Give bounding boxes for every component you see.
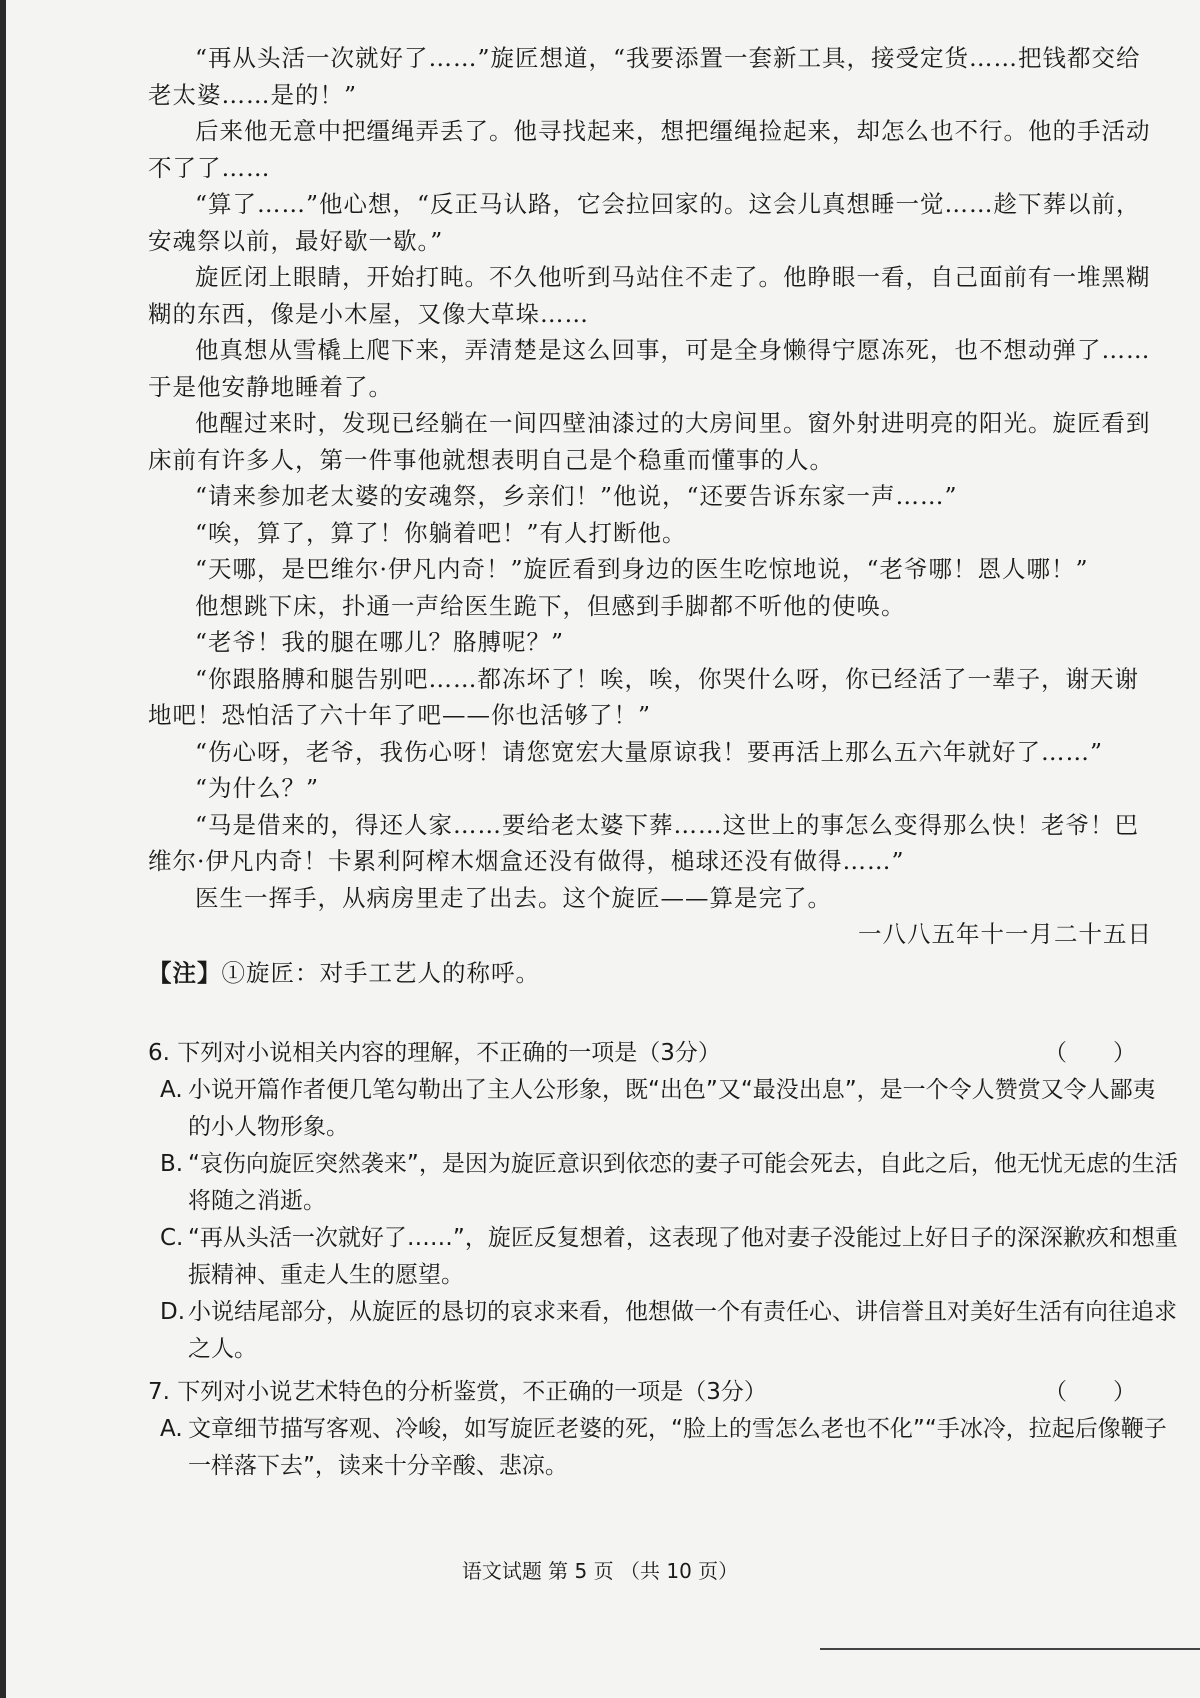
page-edge-shadow — [0, 0, 6, 1698]
option-text: 小说结尾部分，从旋匠的恳切的哀求来看，他想做一个有责任心、讲信誉且对美好生活有向往追求之人。 — [188, 1299, 1177, 1362]
story-date: 一八八五年十一月二十五日 — [858, 920, 1152, 948]
option-letter: A. — [160, 1077, 183, 1103]
question-6 — [148, 1035, 1178, 1368]
option-a — [148, 1411, 1178, 1485]
story-paragraph: 他想跳下床，扑通一声给医生跪下，但感到手脚都不听他的使唤。 — [195, 591, 906, 620]
page-footer: 语文试题 第 5 页 （共 10 页） — [461, 1559, 739, 1583]
story-paragraph: “算了……”他心想，“反正马认路，它会拉回家的。这会儿真想睡一觉……趁下葬以前，安魂祭以前，最好歇一歇。” — [148, 190, 1141, 255]
option-a — [148, 1072, 1178, 1146]
option-letter: D. — [160, 1299, 186, 1325]
story-paragraph: “天哪，是巴维尔·伊凡内奇！”旋匠看到身边的医生吃惊地说，“老爷哪！恩人哪！” — [195, 555, 1089, 583]
footnote-label: 【注】 — [148, 958, 222, 987]
option-text: 文章细节描写客观、冷峻，如写旋匠老婆的死，“脸上的雪怎么老也不化”“手冰冷，拉起后像鞭子一样落下去”，读来十分辛酸、悲凉。 — [188, 1416, 1167, 1479]
option-text: 小说开篇作者便几笔勾勒出了主人公形象，既“出色”又“最没出息”，是一个令人赞赏又令人鄙夷的小人物形象。 — [188, 1077, 1156, 1140]
question-7 — [148, 1374, 1178, 1485]
footnote — [148, 955, 1160, 992]
story-paragraph: “你跟胳膊和腿告别吧……都冻坏了！唉，唉，你哭什么呀，你已经活了一辈子，谢天谢地吧！恐怕活了六十年了吧——你也活够了！” — [148, 664, 1140, 729]
story-paragraph: “伤心呀，老爷，我伤心呀！请您宽宏大量原谅我！要再活上那么五六年就好了……” — [195, 737, 1104, 766]
story-paragraph: 后来他无意中把缰绳弄丢了。他寻找起来，想把缰绳捡起来，却怎么也不行。他的手活动不了了…… — [148, 117, 1151, 182]
answer-blank: （ ） — [1044, 1040, 1136, 1066]
story-paragraph: 旋匠闭上眼睛，开始打盹。不久他听到马站住不走了。他睁眼一看，自己面前有一堆黑糊糊的东西，像是小木屋，又像大草垛…… — [148, 263, 1151, 328]
option-d — [148, 1294, 1178, 1368]
question-stem — [148, 1035, 1178, 1072]
story-paragraph: 他醒过来时，发现已经躺在一间四壁油漆过的大房间里。窗外射进明亮的阳光。旋匠看到床前有许多人，第一件事他就想表明自己是个稳重而懂事的人。 — [148, 409, 1151, 474]
question-stem-text: 6. 下列对小说相关内容的理解，不正确的一项是（3分） — [148, 1040, 721, 1066]
question-stem-text: 7. 下列对小说艺术特色的分析鉴赏，不正确的一项是（3分） — [148, 1379, 767, 1405]
option-b — [148, 1146, 1178, 1220]
answer-blank: （ ） — [1044, 1379, 1136, 1405]
option-text: “哀伤向旋匠突然袭来”，是因为旋匠意识到依恋的妻子可能会死去，自此之后，他无忧无虑的生活将随之消逝。 — [188, 1151, 1178, 1214]
story-paragraph: “老爷！我的腿在哪儿？胳膊呢？” — [195, 628, 565, 656]
story-paragraph: “马是借来的，得还人家……要给老太婆下葬……这世上的事怎么变得那么快！老爷！巴维尔·伊凡内奇！卡累利阿榨木烟盒还没有做得，槌球还没有做得……” — [148, 810, 1140, 875]
bottom-divider — [820, 1648, 1200, 1650]
story-text — [148, 40, 1160, 991]
story-paragraph: “请来参加老太婆的安魂祭，乡亲们！”他说，“还要告诉东家一声……” — [195, 482, 958, 510]
option-letter: A. — [160, 1416, 183, 1442]
story-paragraph: “为什么？” — [195, 774, 320, 802]
option-letter: C. — [160, 1225, 184, 1251]
story-paragraph: 医生一挥手，从病房里走了出去。这个旋匠——算是完了。 — [195, 883, 832, 912]
question-stem — [148, 1374, 1178, 1411]
questions-section — [148, 1035, 1178, 1485]
story-paragraph: “再从头活一次就好了……”旋匠想道，“我要添置一套新工具，接受定货……把钱都交给老太婆……是的！” — [148, 44, 1141, 109]
story-paragraph: 他真想从雪橇上爬下来，弄清楚是这么回事，可是全身懒得宁愿冻死，也不想动弹了……于是他安静地睡着了。 — [148, 336, 1151, 401]
footnote-text: ①旋匠：对手工艺人的称呼。 — [221, 958, 540, 987]
story-paragraph: “唉，算了，算了！你躺着吧！”有人打断他。 — [195, 518, 687, 547]
option-c — [148, 1220, 1178, 1294]
option-text: “再从头活一次就好了……”，旋匠反复想着，这表现了他对妻子没能过上好日子的深深歉疚和想重振精神、重走人生的愿望。 — [188, 1225, 1178, 1288]
option-letter: B. — [160, 1151, 184, 1177]
